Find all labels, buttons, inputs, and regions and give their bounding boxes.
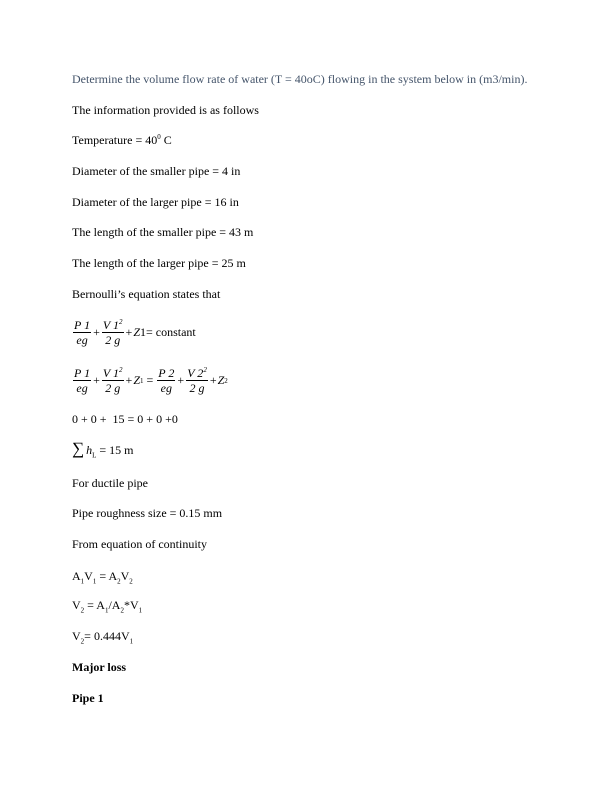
- continuity-intro: From equation of continuity: [72, 537, 207, 551]
- equation-rhs: = constant: [146, 325, 196, 339]
- length-large-line: The length of the larger pipe = 25 m: [72, 256, 246, 270]
- equals-area: = A: [96, 569, 118, 583]
- plus-operator: +: [209, 373, 217, 387]
- velocity-symbol: V: [120, 569, 130, 583]
- equals-area: = A: [84, 598, 105, 612]
- subscript: 2: [129, 577, 133, 586]
- fraction-v1: [102, 318, 124, 347]
- plus-operator: +: [93, 373, 100, 387]
- fraction-denominator: eg: [76, 333, 88, 347]
- fraction-numerator: P 2: [158, 366, 175, 380]
- fraction-p2: [157, 366, 175, 395]
- sum-head-loss-line: [72, 439, 134, 460]
- fraction-numerator: P 1: [74, 318, 91, 332]
- sigma-icon: ∑: [72, 439, 85, 458]
- velocity-symbol: V: [84, 569, 93, 583]
- subscript: 1: [138, 606, 143, 615]
- equals-sign: =: [143, 373, 157, 387]
- problem-title: Determine the volume flow rate of water (T = 40oC) flowing in the system below in (m3/min).: [72, 72, 528, 86]
- bernoulli-equation-1: [72, 318, 196, 347]
- area-symbol: A: [72, 569, 81, 583]
- fraction-v2: [186, 366, 208, 395]
- subscript: 2: [80, 606, 85, 615]
- fraction-numerator: [102, 366, 124, 381]
- subscript: 2: [117, 577, 121, 586]
- head-loss-symbol: h: [86, 443, 93, 457]
- temperature-sup: 0: [157, 133, 161, 141]
- fraction-denominator: 2 g: [105, 381, 121, 395]
- fraction-numerator: P 1: [74, 366, 91, 380]
- plus-operator: +: [93, 325, 100, 339]
- z-index: 1: [140, 325, 146, 339]
- divide-area: /A: [108, 598, 121, 612]
- intro-text: The information provided is as follows: [72, 103, 259, 117]
- times-velocity: *V: [123, 598, 139, 612]
- z1-term: Z: [133, 373, 140, 387]
- exponent: 2: [119, 318, 123, 326]
- z2-term: Z: [217, 373, 225, 387]
- fraction-denominator: eg: [76, 381, 88, 395]
- subscript: 1: [92, 577, 97, 586]
- diameter-large-line: Diameter of the larger pipe = 16 in: [72, 195, 239, 209]
- temperature-label: Temperature = 40: [72, 133, 158, 147]
- fraction-p1: [73, 318, 91, 347]
- plus-operator: +: [177, 373, 185, 387]
- major-loss-heading: Major loss: [72, 660, 127, 674]
- fraction-denominator: eg: [160, 381, 172, 395]
- fraction-v1: [102, 366, 124, 395]
- fraction-numerator: [102, 318, 124, 333]
- fraction-p1: [73, 366, 91, 395]
- head-loss-subscript: L: [92, 451, 97, 460]
- velocity-symbol: V: [72, 629, 81, 643]
- fraction-denominator: 2 g: [105, 333, 121, 347]
- bernoulli-equation-2: $\frac{P 1}{eg}$ + $\frac{V 1^2}{2 g}$ + Z 1 = $\frac{P 2}{eg}$ + $\frac{V 2^2}{2 g}$ + Z 2: [74, 366, 228, 395]
- length-small-line: The length of the smaller pipe = 43 m: [72, 225, 254, 239]
- roughness-line: Pipe roughness size = 0.15 mm: [72, 506, 223, 520]
- subscript: 2: [80, 637, 85, 646]
- fraction-denominator: 2 g: [189, 381, 205, 395]
- numerator-text: V 1: [102, 366, 120, 380]
- z-term: Z: [133, 325, 140, 339]
- head-loss-value: = 15 m: [96, 443, 134, 457]
- continuity-equation-3: [72, 629, 134, 646]
- zeros-equation: 0 + 0 + 15 = 0 + 0 +0: [72, 412, 178, 426]
- pipe-1-heading: Pipe 1: [72, 691, 104, 705]
- exponent: 2: [203, 366, 207, 374]
- fraction-numerator: [186, 366, 208, 381]
- diameter-small-line: Diameter of the smaller pipe = 4 in: [72, 164, 241, 178]
- equals-value: = 0.444V: [84, 629, 130, 643]
- ductile-pipe-line: For ductile pipe: [72, 476, 148, 490]
- continuity-equation-1: [72, 569, 133, 586]
- bernoulli-intro: Bernoulli’s equation states that: [72, 287, 221, 301]
- velocity-symbol: V: [72, 598, 81, 612]
- exponent: 2: [119, 366, 123, 374]
- temperature-line: [72, 133, 172, 147]
- temperature-unit: C: [160, 133, 172, 147]
- continuity-equation-2: [72, 598, 143, 615]
- plus-operator: +: [125, 373, 133, 387]
- subscript: 1: [80, 577, 85, 586]
- subscript: 2: [120, 606, 124, 615]
- subscript: 1: [104, 606, 109, 615]
- subscript: 1: [129, 637, 134, 646]
- plus-operator: +: [125, 325, 133, 339]
- numerator-text: V 1: [102, 318, 120, 332]
- numerator-text: V 2: [187, 366, 204, 380]
